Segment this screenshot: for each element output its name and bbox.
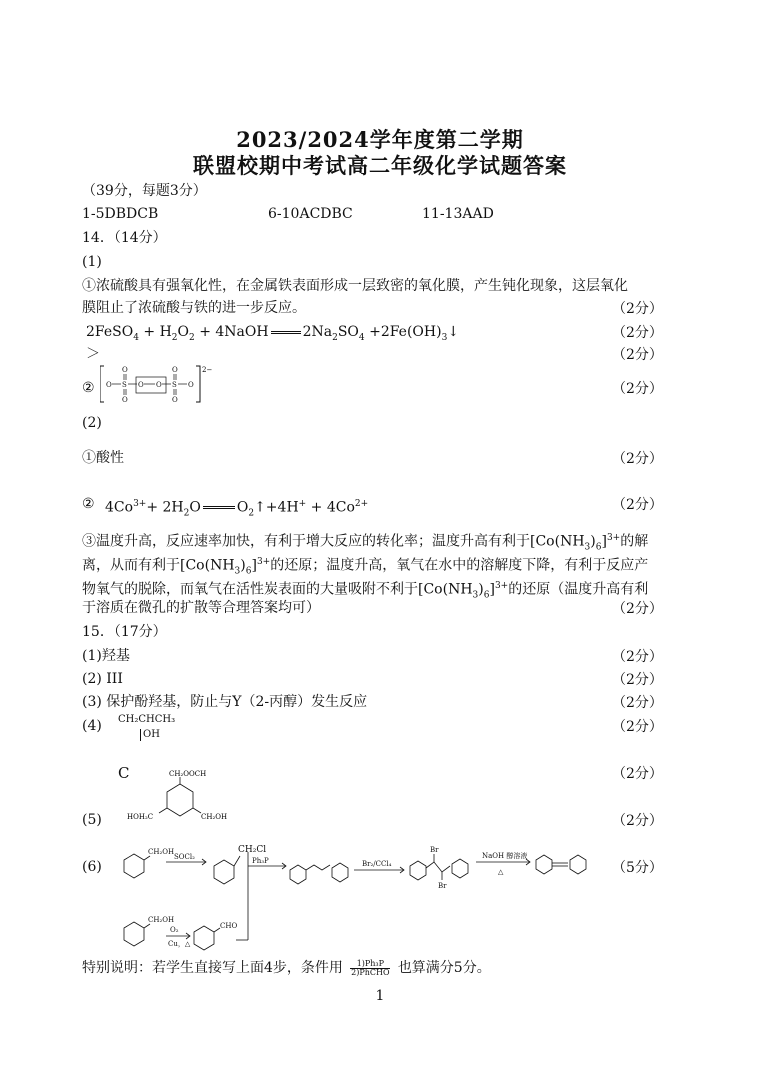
q14-b2-score: （2分） — [612, 497, 663, 513]
b3-text-1: ③温度升高，反应速率加快，有利于增大反应的转化率；温度升高有利于[Co(NH — [82, 533, 585, 550]
svg-text:O: O — [156, 381, 162, 389]
b3-text-1d: 的解 — [620, 533, 649, 550]
mc-group-2: 6-10ACDBC — [268, 206, 353, 222]
route-br-top: Br — [430, 846, 439, 854]
q14-b3-line2: 离，从而有利于$[Co(NH_3)_6]^{3+}$的还原；温度升高，氧气在水中的溶解度下降，有利于反应产 — [82, 557, 649, 577]
q14-equation-2: $4Co^{3+}+ 2H_2O$ $O_2↑+4H^+ + 4Co^{2+}$ — [105, 499, 369, 519]
b3-text-1c: ] — [601, 533, 607, 550]
q15-a4-label: (4) — [82, 718, 102, 734]
route-socl2: SOCl₂ — [174, 853, 195, 861]
mc-group-3: 11-13AAD — [422, 206, 494, 222]
route-br-bottom: Br — [438, 882, 447, 890]
route-ph3p: Ph₃P — [252, 857, 269, 865]
q14-b3-score: （2分） — [612, 601, 663, 617]
synthesis-route-diagram — [110, 832, 620, 954]
q14-b1: ①酸性 — [82, 450, 124, 466]
route-ch2oh-bottom: CH₂OH — [148, 916, 175, 924]
q15-a1-score: （2分） — [612, 649, 663, 665]
c-top-group: CH₂OOCH — [169, 770, 207, 778]
q15-a5-label: (5) — [82, 812, 102, 828]
title-line-1: 2023/2024学年度第二学期 — [236, 127, 524, 152]
q15-a4-struct — [118, 714, 176, 740]
q14-b3-line4: 于溶质在微孔的扩散等合理答案均可） — [82, 600, 320, 616]
q14-struct-score: （2分） — [612, 381, 663, 397]
q14-b3-line1: ③温度升高，反应速率加快，有利于增大反应的转化率；温度升高有利于$[Co(NH_3)_6]^{3+}$的解 — [82, 533, 649, 553]
svg-text:O: O — [122, 366, 128, 374]
q14-part1-label: (1) — [82, 254, 102, 270]
svg-text:S: S — [172, 381, 177, 389]
b3-text-3: 物氧气的脱除，而氧气在活性炭表面的大量吸附不利于[Co(NH — [82, 581, 473, 598]
svg-text:O: O — [188, 381, 194, 389]
q15-note — [82, 958, 491, 978]
q15-a2: (2) III — [82, 671, 123, 687]
q15-c-score: （2分） — [612, 766, 663, 782]
q14-b2-label: ② — [82, 496, 95, 512]
route-cu-delta: Cu，△ — [168, 940, 191, 948]
q14-equation-1: 2FeSO$_4$ + $H_2O_2$ + 4NaOH $2Na_2SO_4$ $+2Fe(OH)_3↓$ — [86, 324, 460, 343]
q15-c-label: C — [118, 764, 130, 782]
q14-a1-line1: ①浓硫酸具有强氧化性，在金属铁表面形成一层致密的氧化膜，产生钝化现象，这层氧化 — [82, 278, 628, 294]
q15-a1: (1)羟基 — [82, 648, 130, 664]
compound-c-structure — [125, 766, 235, 830]
note-text-b: 也算满分5分。 — [397, 960, 491, 976]
b3-text-3b: 的还原（温度升高有利 — [508, 581, 649, 598]
q14-b3-line3: 物氧气的脱除，而氧气在活性炭表面的大量吸附不利于$[Co(NH_3)_6]^{3+}$的还原（温度升高有利 — [82, 581, 649, 601]
c-right-group: CH₂OH — [201, 813, 228, 821]
svg-text:O: O — [172, 396, 178, 404]
q15-a2-score: （2分） — [612, 672, 663, 688]
q14-a1-line2: 膜阻止了浓硫酸与铁的进一步反应。 — [82, 300, 306, 316]
q15-heading: 15．（17分） — [82, 624, 167, 640]
c-left-group: HOH₂C — [127, 813, 154, 821]
q14-gt-score: （2分） — [612, 347, 663, 363]
route-ch2oh-top: CH₂OH — [148, 848, 175, 856]
b3-text-1b: ) — [590, 533, 596, 550]
route-br2-ccl4: Br₂/CCl₄ — [362, 860, 392, 868]
page-number: 1 — [375, 988, 385, 1004]
svg-text:O: O — [172, 366, 178, 374]
q14-part2-label: (2) — [82, 415, 102, 431]
peroxodisulfate-structure — [100, 362, 212, 406]
svg-text:2−: 2− — [202, 366, 212, 374]
route-ch2cl: CH₂Cl — [238, 845, 267, 855]
note-text-a: 特别说明：若学生直接写上面4步，条件用 — [82, 960, 343, 976]
mc-intro: （39分，每题3分） — [82, 183, 207, 199]
q14-a1-score: （2分） — [612, 301, 663, 317]
b3-text-2b: 的还原；温度升高，氧气在水中的溶解度下降，有利于反应产 — [270, 557, 649, 574]
q14-heading: 14．（14分） — [82, 230, 167, 246]
route-o2: O₂ — [170, 926, 179, 934]
a4-struct-oh: OH — [140, 729, 197, 741]
q15-a6-score: （5分） — [612, 860, 663, 876]
q15-a3: (3) 保护酚羟基，防止与Y（2-丙醇）发生反应 — [82, 694, 368, 710]
svg-text:O: O — [106, 381, 112, 389]
q15-a4-score: （2分） — [612, 719, 663, 735]
q14-b1-score: （2分） — [612, 451, 663, 467]
q15-a3-score: （2分） — [612, 695, 663, 711]
svg-text:S: S — [122, 381, 127, 389]
q15-a5-score: （2分） — [612, 813, 663, 829]
note-condition-top: 1)Ph₃P — [356, 958, 385, 968]
note-condition-bottom: 2)PhCHO — [351, 967, 390, 977]
route-delta: △ — [498, 868, 504, 876]
b3-text-2: 离，从而有利于[Co(NH — [82, 557, 235, 574]
q14-comparison: ＞ — [86, 346, 100, 362]
q14-struct-label: ② — [82, 380, 95, 396]
svg-text:O: O — [138, 381, 144, 389]
mc-group-1: 1-5DBDCB — [82, 206, 159, 222]
note-condition — [350, 960, 390, 977]
title-line-2: 联盟校期中考试高二年级化学试题答案 — [193, 153, 567, 178]
route-naoh: NaOH 醇溶液 — [482, 852, 528, 860]
q15-a6-label: (6) — [82, 859, 102, 875]
q14-eq-score: （2分） — [612, 325, 663, 341]
route-cho: CHO — [220, 922, 238, 930]
a4-struct-chain: CH₂CHCH₃ — [118, 714, 176, 725]
svg-text:O: O — [122, 396, 128, 404]
